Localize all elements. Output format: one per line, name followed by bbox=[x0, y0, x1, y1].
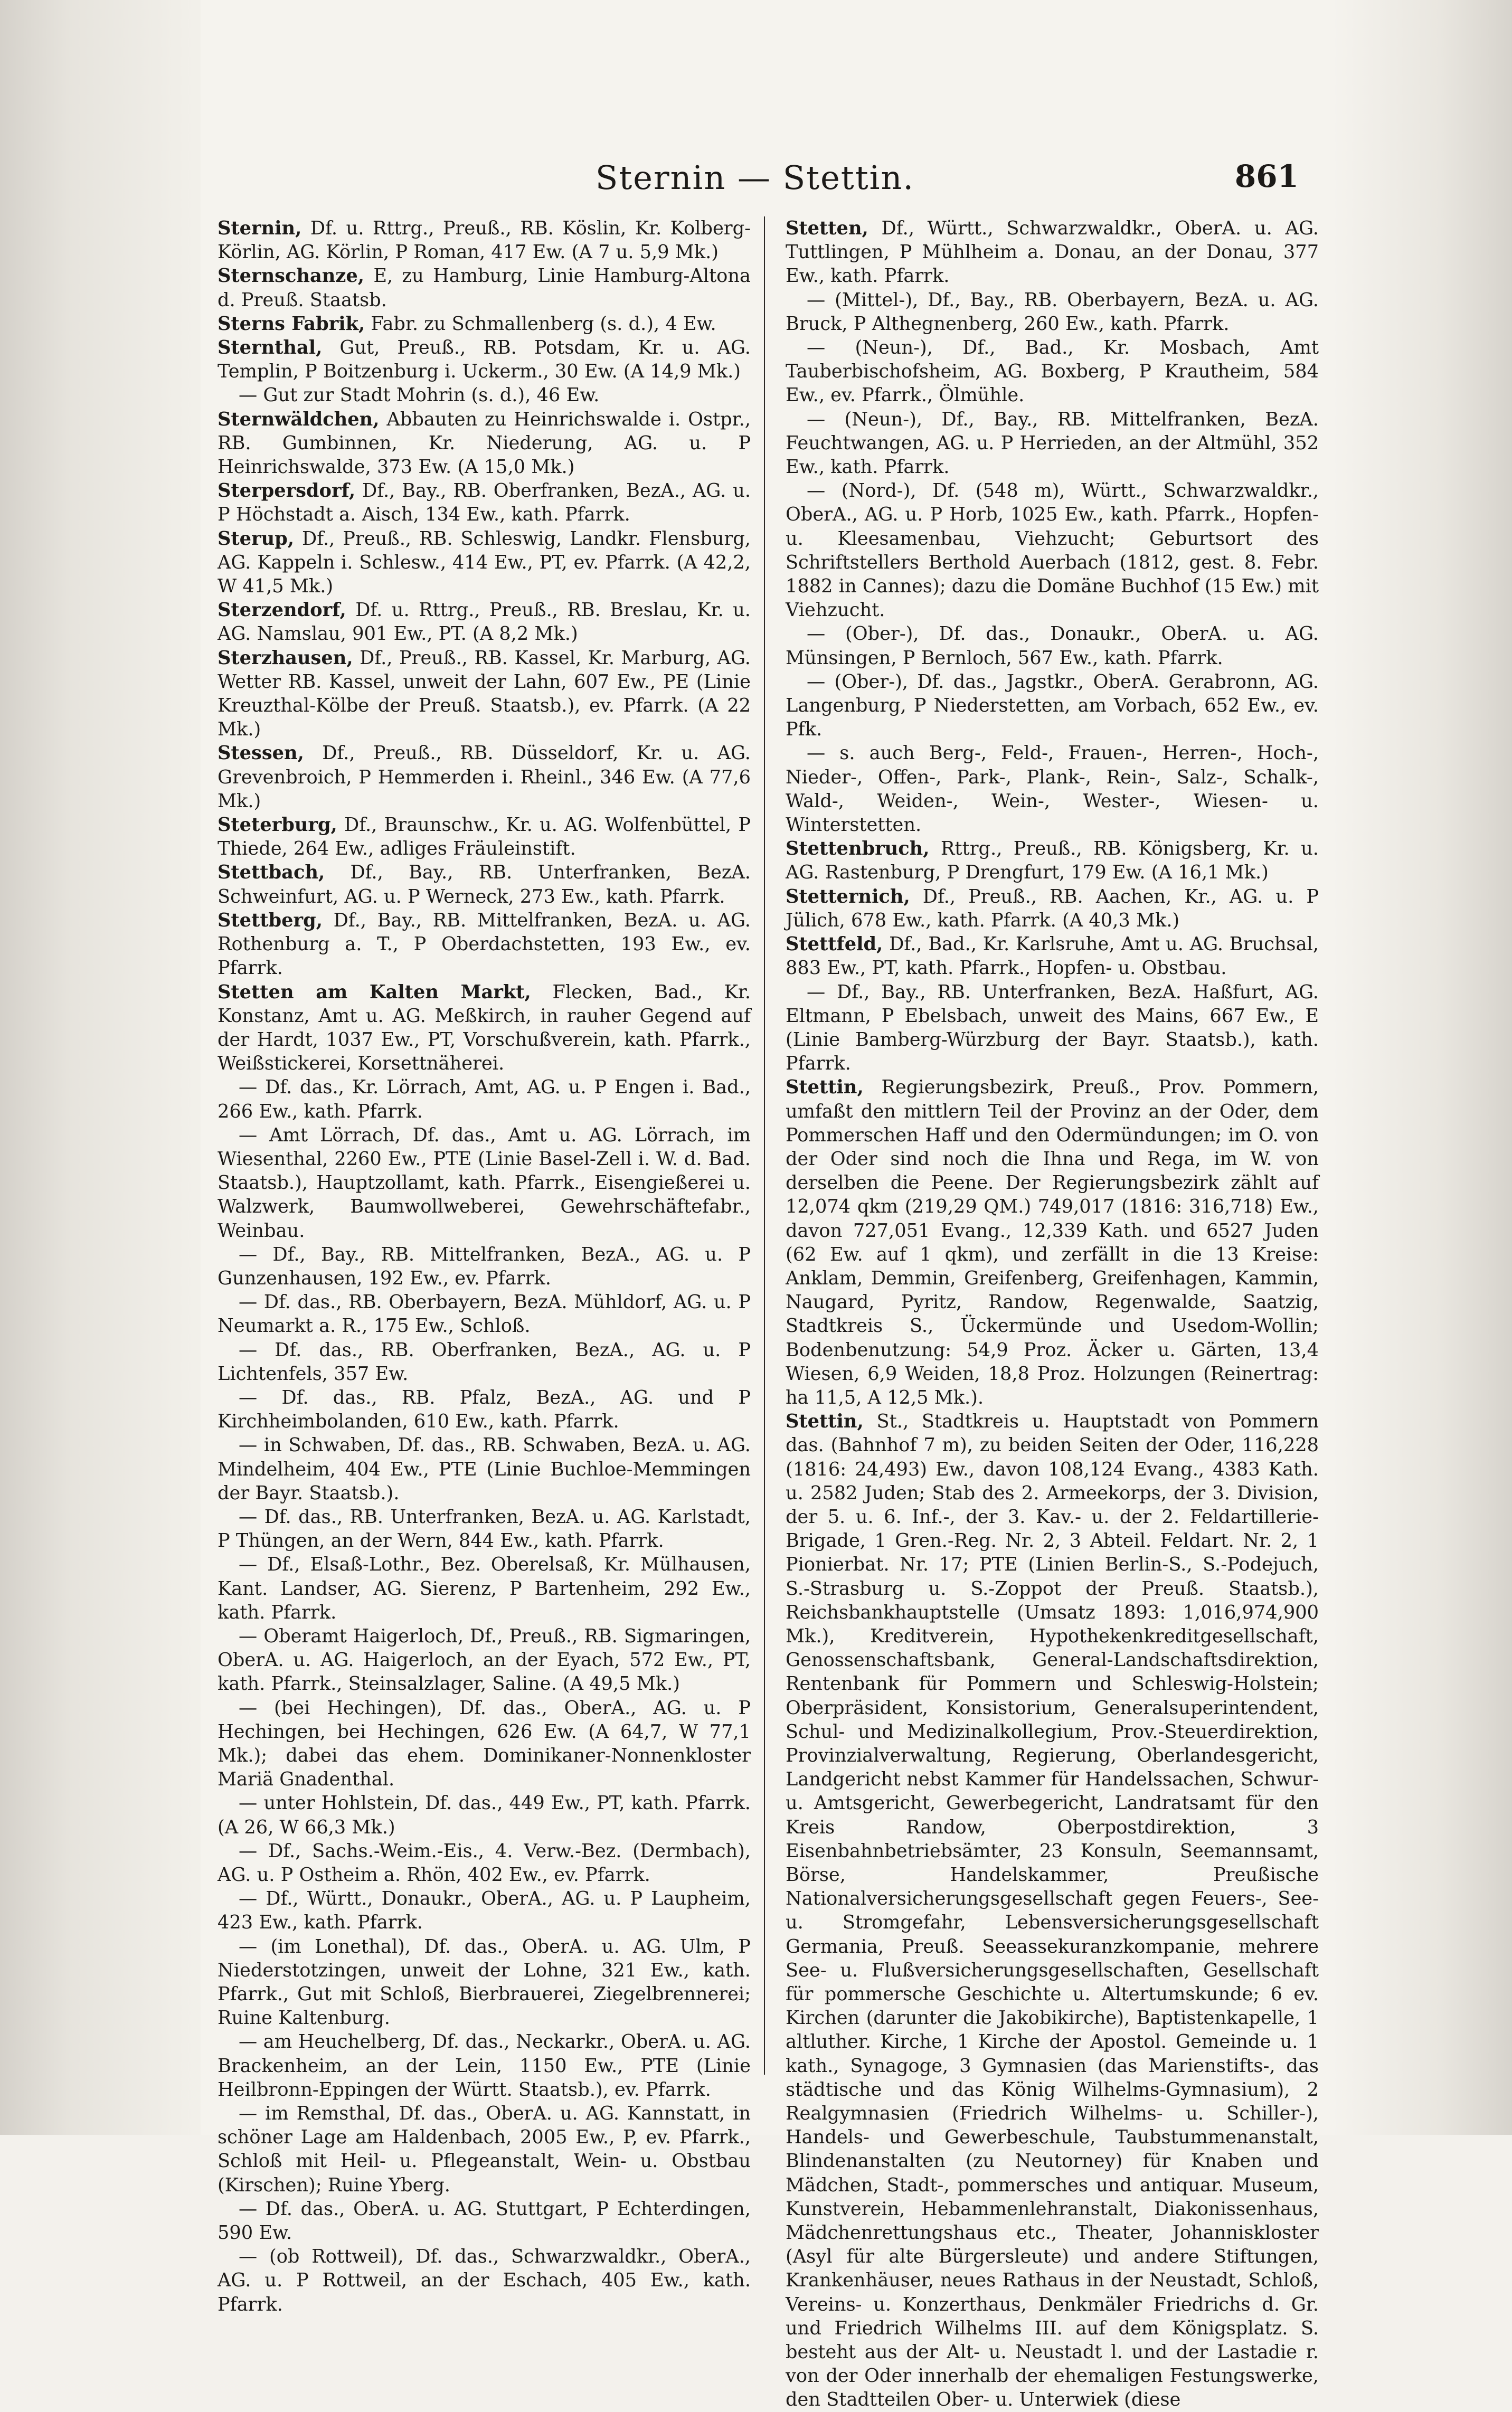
dictionary-entry bbox=[786, 1075, 1319, 1410]
entry-text: Regierungsbezirk, Preuß., Prov. Pommern, umfaßt den mittlern Teil der Provinz an der Oder, dem Pommerschen Haff und den Odermündungen; im O. von der Oder sind noch die Ihna und Rega, im W. von derselben die Peene. Der Regierungsbezirk zählt auf 12,074 qkm (219,29 QM.) 749,017 (1816: 316,718) Ew., davon 727,051 Evang., 12,339 Kath. und 6527 Juden (62 Ew. auf 1 qkm), und zerfällt in die 13 Kreise: Anklam, Demmin, Greifenberg, Greifenhagen, Kammin, Naugard, Pyritz, Randow, Regenwalde, Saatzig, Stadtkreis S., Ückermünde und Usedom-Wollin; Bodenbenutzung: 54,9 Proz. Äcker u. Gärten, 13,4 Wiesen, 6,9 Weiden, 18,8 Proz. Holzungen (Reinertrag: ha 11,5, A 12,5 Mk.). bbox=[786, 1076, 1319, 1408]
entry-text: — Df. das., OberA. u. AG. Stuttgart, P Echterdingen, 590 Ew. bbox=[218, 2198, 751, 2244]
dictionary-entry bbox=[218, 312, 751, 336]
entry-text: — (Mittel-), Df., Bay., RB. Oberbayern, BezA. u. AG. Bruck, P Althegnenberg, 260 Ew., kath. Pfarrk. bbox=[786, 289, 1319, 335]
entry-lemma: Stettberg, bbox=[218, 909, 323, 931]
dictionary-entry bbox=[218, 598, 751, 646]
entry-text: — Df., Sachs.-Weim.-Eis., 4. Verw.-Bez. (Dermbach), AG. u. P Ostheim a. Rhön, 402 Ew., ev. Pfarrk. bbox=[218, 1840, 751, 1886]
entry-text: — Df., Elsaß-Lothr., Bez. Oberelsaß, Kr. Mülhausen, Kant. Landser, AG. Sierenz, P Bartenheim, 292 Ew., kath. Pfarrk. bbox=[218, 1554, 751, 1623]
entry-lemma: Sternwäldchen, bbox=[218, 408, 380, 430]
entry-text: — (bei Hechingen), Df. das., OberA., AG. u. P Hechingen, bei Hechingen, 626 Ew. (A 64,7, W 77,1 Mk.); dabei das ehem. Dominikaner-Nonnenkloster Mariä Gnadenthal. bbox=[218, 1697, 751, 1791]
dictionary-entry bbox=[218, 264, 751, 311]
dictionary-entry bbox=[218, 479, 751, 526]
dictionary-entry bbox=[218, 980, 751, 1076]
entry-text: — Df., Württ., Donaukr., OberA., AG. u. P Laupheim, 423 Ew., kath. Pfarrk. bbox=[218, 1888, 751, 1934]
entry-lemma: Sterzendorf, bbox=[218, 599, 346, 621]
entry-text: Df. u. Rttrg., Preuß., RB. Köslin, Kr. Kolberg-Körlin, AG. Körlin, P Roman, 417 Ew. (A 7 u. 5,9 Mk.) bbox=[218, 217, 751, 263]
dictionary-entry bbox=[218, 813, 751, 860]
entry-lemma: Stetten am Kalten Markt, bbox=[218, 981, 531, 1003]
page-number: 861 bbox=[1234, 158, 1299, 194]
entry-text: Df., Bay., RB. Oberfranken, BezA., AG. u. P Höchstadt a. Aisch, 134 Ew., kath. Pfarrk. bbox=[218, 480, 751, 526]
entry-text: Df. u. Rttrg., Preuß., RB. Breslau, Kr. u. AG. Namslau, 901 Ew., PT. (A 8,2 Mk.) bbox=[218, 599, 751, 645]
entry-text: Df., Preuß., RB. Kassel, Kr. Marburg, AG. Wetter RB. Kassel, unweit der Lahn, 607 Ew., PE (Linie Kreuzthal-Kölbe der Preuß. Staatsb.), ev. Pfarrk. (A 22 Mk.) bbox=[218, 647, 751, 741]
dictionary-entry bbox=[218, 1791, 751, 1839]
dictionary-entry bbox=[218, 1338, 751, 1386]
entry-text: Df., Bad., Kr. Karlsruhe, Amt u. AG. Bruchsal, 883 Ew., PT, kath. Pfarrk., Hopfen- u. Obstbau. bbox=[786, 933, 1319, 979]
entry-lemma: Stettin, bbox=[786, 1411, 864, 1433]
entry-lemma: Stettenbruch, bbox=[786, 838, 930, 860]
dictionary-entry bbox=[218, 646, 751, 742]
dictionary-entry bbox=[786, 622, 1319, 669]
entry-lemma: Sternschanze, bbox=[218, 265, 364, 287]
dictionary-entry bbox=[218, 2102, 751, 2197]
left-column bbox=[218, 216, 751, 2315]
dictionary-entry bbox=[218, 408, 751, 479]
dictionary-entry bbox=[786, 336, 1319, 408]
dictionary-entry bbox=[786, 837, 1319, 884]
dictionary-entry bbox=[218, 1887, 751, 1934]
entry-text: Df., Preuß., RB. Schleswig, Landkr. Flensburg, AG. Kappeln i. Schlesw., 414 Ew., PT, ev. Pfarrk. (A 42,2, W 41,5 Mk.) bbox=[218, 527, 751, 598]
entry-text: — unter Hohlstein, Df. das., 449 Ew., PT, kath. Pfarrk. (A 26, W 66,3 Mk.) bbox=[218, 1792, 751, 1838]
column-divider bbox=[764, 216, 765, 2075]
dictionary-entry bbox=[218, 1075, 751, 1123]
right-column bbox=[786, 216, 1319, 2411]
entry-lemma: Stettin, bbox=[786, 1076, 864, 1099]
dictionary-entry bbox=[218, 1696, 751, 1792]
entry-text: — Df. das., Kr. Lörrach, Amt, AG. u. P Engen i. Bad., 266 Ew., kath. Pfarrk. bbox=[218, 1076, 751, 1122]
entry-text: — Gut zur Stadt Mohrin (s. d.), 46 Ew. bbox=[239, 384, 600, 406]
entry-text: Rttrg., Preuß., RB. Königsberg, Kr. u. AG. Rastenburg, P Drengfurt, 179 Ew. (A 16,1 Mk.) bbox=[786, 838, 1319, 884]
entry-text: Df., Preuß., RB. Düsseldorf, Kr. u. AG. Grevenbroich, P Hemmerden i. Rheinl., 346 Ew. (A 77,6 Mk.) bbox=[218, 742, 751, 812]
dictionary-entry bbox=[218, 1290, 751, 1338]
entry-lemma: Sternin, bbox=[218, 217, 302, 239]
entry-text: — im Remsthal, Df. das., OberA. u. AG. Kannstatt, in schöner Lage am Haldenbach, 2005 Ew., P, ev. Pfarrk., Schloß mit Heil- u. Pflegeanstalt, Wein- u. Obstbau (Kirschen); Ruine Yberg. bbox=[218, 2103, 751, 2196]
entry-text: — Amt Lörrach, Df. das., Amt u. AG. Lörrach, im Wiesenthal, 2260 Ew., PTE (Linie Basel-Zell i. W. d. Bad. Staatsb.), Hauptzollamt, kath. Pfarrk., Eisengießerei u. Walzwerk, Baumwollweberei, Gewehrschäftefabr., Weinbau. bbox=[218, 1124, 751, 1242]
dictionary-entry bbox=[218, 1624, 751, 1696]
scan-shadow-left bbox=[0, 0, 201, 2135]
dictionary-entry bbox=[786, 885, 1319, 932]
entry-text: Df., Braunschw., Kr. u. AG. Wolfenbüttel, P Thiede, 264 Ew., adliges Fräuleinstift. bbox=[218, 814, 751, 860]
dictionary-entry bbox=[218, 1553, 751, 1624]
dictionary-entry bbox=[218, 1386, 751, 1433]
dictionary-entry bbox=[218, 1935, 751, 2030]
dictionary-entry bbox=[218, 383, 751, 407]
entry-text: — Df. das., RB. Oberbayern, BezA. Mühldorf, AG. u. P Neumarkt a. R., 175 Ew., Schloß. bbox=[218, 1291, 751, 1337]
dictionary-entry bbox=[218, 2197, 751, 2245]
dictionary-entry bbox=[786, 479, 1319, 622]
dictionary-entry bbox=[218, 1433, 751, 1505]
dictionary-entry bbox=[218, 1123, 751, 1243]
entry-text: E, zu Hamburg, Linie Hamburg-Altona d. Preuß. Staatsb. bbox=[218, 265, 751, 311]
entry-text: — s. auch Berg-, Feld-, Frauen-, Herren-, Hoch-, Nieder-, Offen-, Park-, Plank-, Rein-, Salz-, Schalk-, Wald-, Weiden-, Wein-, Wester-, Wiesen- u. Winterstetten. bbox=[786, 742, 1319, 836]
entry-text: — Oberamt Haigerloch, Df., Preuß., RB. Sigmaringen, OberA. u. AG. Haigerloch, an der Eyach, 572 Ew., PT, kath. Pfarrk., Steinsalzlager, Saline. (A 49,5 Mk.) bbox=[218, 1625, 751, 1695]
dictionary-entry bbox=[218, 1505, 751, 1553]
entry-text: — (ob Rottweil), Df. das., Schwarzwaldkr., OberA., AG. u. P Rottweil, an der Eschach, 405 Ew., kath. Pfarrk. bbox=[218, 2246, 751, 2315]
entry-lemma: Sternthal, bbox=[218, 337, 323, 359]
dictionary-entry bbox=[218, 2030, 751, 2102]
dictionary-entry bbox=[218, 860, 751, 908]
entry-text: — Df. das., RB. Oberfranken, BezA., AG. u. P Lichtenfels, 357 Ew. bbox=[218, 1339, 751, 1385]
dictionary-entry bbox=[786, 216, 1319, 288]
scan-shadow-right bbox=[1333, 0, 1512, 2135]
entry-text: — (im Lonethal), Df. das., OberA. u. AG. Ulm, P Niederstotzingen, unweit der Lohne, 321 Ew., kath. Pfarrk., Gut mit Schloß, Bierbrauerei, Ziegelbrennerei; Ruine Kaltenburg. bbox=[218, 1935, 751, 2029]
entry-text: — Df. das., RB. Unterfranken, BezA. u. AG. Karlstadt, P Thüngen, an der Wern, 844 Ew., kath. Pfarrk. bbox=[218, 1506, 751, 1552]
entry-lemma: Stettfeld, bbox=[786, 933, 883, 956]
entry-text: St., Stadtkreis u. Hauptstadt von Pommern das. (Bahnhof 7 m), zu beiden Seiten der Oder, 116,228 (1816: 24,493) Ew., davon 108,124 Evang., 4383 Kath. u. 2582 Juden; Stab des 2. Armeekorps, der 3. Division, der 5. u. 6. Inf.-, der 3. Kav.- u. der 2. Feldartillerie-Brigade, 1 Gren.-Reg. Nr. 2, 3 Abteil. Feldart. Nr. 2, 1 Pionierbat. Nr. 17; PTE (Linien Berlin-S., S.-Podejuch, S.-Strasburg u. S.-Zoppot der Preuß. Staatsb.), Reichsbankhauptstelle (Umsatz 1893: 1,016,974,900 Mk.), Kreditverein, Hypothekenkreditgesellschaft, Genossenschaftsbank, General-Landschaftsdirektion, Rentenbank für Pommern und Schleswig-Holstein; Oberpräsident, Konsistorium, Generalsuperintendent, Schul- und Medizinalkollegium, Prov.-Steuerdirektion, Provinzialverwaltung, Regierung, Oberlandesgericht, Landgericht nebst Kammer für Handelssachen, Schwur- u. Amtsgericht, Gewerbegericht, Landratsamt für den Kreis Randow, Oberpostdirektion, 3 Eisenbahnbetriebsämter, 23 Konsuln, Seemannsamt, Börse, Handelskammer, Preußische Nationalversicherungsgesellschaft gegen Feuers-, See- u. Stromgefahr, Lebensversicherungsgesellschaft Germania, Preuß. Seeassekuranzkompanie, mehrere See- u. Flußversicherungsgesellschaften, Gesellschaft für pommersche Geschichte u. Altertumskunde; 6 ev. Kirchen (darunter die Jakobikirche), Baptistenkapelle, 1 altluther. Kirche, 1 Kirche der Apostol. Gemeinde u. 1 kath., Synagoge, 3 Gymnasien (das Marienstifts-, das städtische und das König Wilhelms-Gymnasium), 2 Realgymnasien (Friedrich Wilhelms- u. Schiller-), Handels- und Gewerbeschule, Taubstummenanstalt, Blindenanstalten (zu Neutorney) für Knaben und Mädchen, Stadt-, pommersches und antiquar. Museum, Kunstverein, Hebammenlehranstalt, Diakonissenhaus, Mädchenrettungshaus etc., Theater, Johanniskloster (Asyl für alte Bürgersleute) und andere Stiftungen, Krankenhäuser, neues Rathaus in der Neustadt, Schloß, Vereins- u. Konzerthaus, Denkmäler Friedrichs d. Gr. und Friedrich Wilhelms III. auf dem Königsplatz. S. besteht aus der Alt- u. Neustadt l. und der Lastadie r. von der Oder innerhalb der ehemaligen Festungswerke, den Stadtteilen Ober- u. Unterwiek (diese bbox=[786, 1411, 1319, 2411]
dictionary-entry bbox=[218, 1839, 751, 1887]
entry-text: Df., Preuß., RB. Aachen, Kr., AG. u. P Jülich, 678 Ew., kath. Pfarrk. (A 40,3 Mk.) bbox=[786, 885, 1319, 931]
entry-text: — in Schwaben, Df. das., RB. Schwaben, BezA. u. AG. Mindelheim, 404 Ew., PTE (Linie Buchloe-Memmingen der Bayr. Staatsb.). bbox=[218, 1434, 751, 1504]
dictionary-entry bbox=[218, 741, 751, 813]
dictionary-entry bbox=[786, 670, 1319, 742]
dictionary-entry bbox=[218, 1243, 751, 1290]
dictionary-entry bbox=[786, 741, 1319, 837]
dictionary-entry bbox=[786, 980, 1319, 1076]
entry-lemma: Stetten, bbox=[786, 217, 868, 239]
entry-lemma: Steterburg, bbox=[218, 814, 337, 836]
entry-lemma: Sterzhausen, bbox=[218, 647, 353, 669]
entry-lemma: Stetternich, bbox=[786, 885, 910, 907]
entry-text: — (Ober-), Df. das., Donaukr., OberA. u. AG. Münsingen, P Bernloch, 567 Ew., kath. Pfarrk. bbox=[786, 623, 1319, 669]
entry-text: Df., Württ., Schwarzwaldkr., OberA. u. AG. Tuttlingen, P Mühlheim a. Donau, an der Donau, 377 Ew., kath. Pfarrk. bbox=[786, 217, 1319, 287]
dictionary-entry bbox=[786, 1410, 1319, 2412]
entry-lemma: Stessen, bbox=[218, 742, 304, 764]
entry-text: — (Neun-), Df., Bad., Kr. Mosbach, Amt Tauberbischofsheim, AG. Boxberg, P Krautheim, 584 Ew., ev. Pfarrk., Ölmühle. bbox=[786, 337, 1319, 406]
entry-lemma: Sterpersdorf, bbox=[218, 480, 356, 502]
dictionary-entry bbox=[218, 2245, 751, 2316]
dictionary-entry bbox=[218, 909, 751, 980]
entry-lemma: Sterns Fabrik, bbox=[218, 313, 365, 335]
entry-lemma: Stettbach, bbox=[218, 862, 325, 884]
entry-lemma: Sterup, bbox=[218, 527, 295, 550]
dictionary-entry bbox=[786, 288, 1319, 336]
entry-text: — (Nord-), Df. (548 m), Württ., Schwarzwaldkr., OberA., AG. u. P Horb, 1025 Ew., kath. Pfarrk., Hopfen- u. Kleesamenbau, Viehzucht; Geburtsort des Schriftstellers Berthold Auerbach (1812, gest. 8. Febr. 1882 in Cannes); dazu die Domäne Buchhof (15 Ew.) mit Viehzucht. bbox=[786, 480, 1319, 621]
dictionary-entry bbox=[786, 932, 1319, 980]
entry-text: — (Ober-), Df. das., Jagstkr., OberA. Gerabronn, AG. Langenburg, P Niederstetten, am Vorbach, 652 Ew., ev. Pfk. bbox=[786, 670, 1319, 741]
entry-text: Df., Bay., RB. Unterfranken, BezA. Schweinfurt, AG. u. P Werneck, 273 Ew., kath. Pfarrk. bbox=[218, 862, 751, 907]
entry-text: Fabr. zu Schmallenberg (s. d.), 4 Ew. bbox=[365, 313, 716, 335]
dictionary-entry bbox=[218, 336, 751, 383]
entry-text: Abbauten zu Heinrichswalde i. Ostpr., RB. Gumbinnen, Kr. Niederung, AG. u. P Heinrichswalde, 373 Ew. (A 15,0 Mk.) bbox=[218, 408, 751, 478]
dictionary-entry bbox=[786, 408, 1319, 479]
entry-text: — (Neun-), Df., Bay., RB. Mittelfranken, BezA. Feuchtwangen, AG. u. P Herrieden, an der Altmühl, 352 Ew., kath. Pfarrk. bbox=[786, 408, 1319, 478]
dictionary-entry bbox=[218, 527, 751, 599]
running-title: Sternin — Stettin. bbox=[595, 158, 915, 197]
entry-text: — am Heuchelberg, Df. das., Neckarkr., OberA. u. AG. Brackenheim, an der Lein, 1150 Ew., PTE (Linie Heilbronn-Eppingen der Württ. Staatsb.), ev. Pfarrk. bbox=[218, 2031, 751, 2101]
entry-text: — Df. das., RB. Pfalz, BezA., AG. und P Kirchheimbolanden, 610 Ew., kath. Pfarrk. bbox=[218, 1386, 751, 1433]
entry-text: Flecken, Bad., Kr. Konstanz, Amt u. AG. Meßkirch, in rauher Gegend auf der Hardt, 1037 Ew., PT, Vorschußverein, kath. Pfarrk., Weißstickerei, Korsettnäherei. bbox=[218, 981, 751, 1075]
entry-text: Df., Bay., RB. Mittelfranken, BezA. u. AG. Rothenburg a. T., P Oberdachstetten, 193 Ew., ev. Pfarrk. bbox=[218, 909, 751, 979]
dictionary-entry bbox=[218, 216, 751, 264]
entry-text: — Df., Bay., RB. Unterfranken, BezA. Haßfurt, AG. Eltmann, P Ebelsbach, unweit des Mains, 667 Ew., E (Linie Bamberg-Würzburg der Bayr. Staatsb.), kath. Pfarrk. bbox=[786, 981, 1319, 1075]
entry-text: Gut, Preuß., RB. Potsdam, Kr. u. AG. Templin, P Boitzenburg i. Uckerm., 30 Ew. (A 14,9 Mk.) bbox=[218, 337, 751, 383]
page-header bbox=[211, 158, 1299, 206]
entry-text: — Df., Bay., RB. Mittelfranken, BezA., AG. u. P Gunzenhausen, 192 Ew., ev. Pfarrk. bbox=[218, 1243, 751, 1289]
